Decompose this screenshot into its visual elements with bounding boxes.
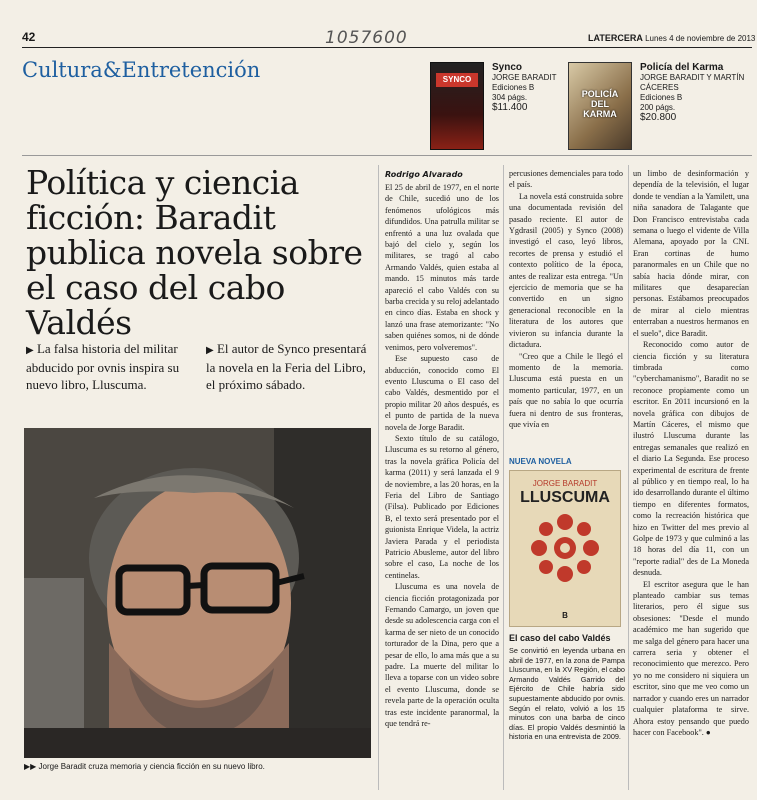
- paragraph: El 25 de abril de 1977, en el norte de Chile, sucedió uno de los fenómenos ufológicos más difundidos. Una patrulla militar se enfrentó a una luz ovalada que bajó del cielo y, según los militares, se tragó al cabo Armando Valdés, quien estaba al mando. 15 minutos más tarde apareció el cabo Valdés con su barba crecida y su reloj adelantado en cinco días. Estaba en shock y lanzó una frase atemorizante: "No saben quiénes somos, ni de dónde venimos, pero volveremos".: [385, 183, 499, 352]
- sidebar-label: NUEVA NOVELA: [509, 457, 572, 466]
- section-rule: [22, 155, 752, 156]
- book-price: $11.400: [492, 102, 528, 113]
- synco-book-info: [492, 63, 562, 113]
- section-title: Cultura&Entretención: [22, 58, 261, 82]
- book-pages: 200 págs.: [640, 103, 676, 112]
- paragraph: La novela está construida sobre una documentada revisión del pasado reciente. El autor de Ygdrasil (2005) y Synco (2008) investigó el caso, leyó libros, recortes de prensa y estudió el contexto político de la época, antes de realizar esta entrega. "Un ejercicio de memoria que se ha convertido en un signo generacional reconocible en la literatura de los autores que vivieron su infancia durante la dictadura.: [509, 191, 623, 350]
- column-3: [633, 168, 749, 738]
- policia-book-info: [640, 63, 748, 123]
- byline: Rodrigo Alvarado: [385, 170, 463, 179]
- book-price: $20.800: [640, 112, 677, 123]
- caption-arrow-icon: ▶▶: [24, 762, 37, 771]
- paragraph: percusiones demenciales para todo el país.: [509, 169, 623, 190]
- red-emblem-icon: [530, 513, 600, 583]
- column-1: [385, 182, 499, 730]
- author-photo: [24, 428, 371, 758]
- cover-publisher-logo: B: [562, 611, 568, 620]
- page-number: 42: [22, 30, 36, 44]
- photo-caption: [24, 762, 371, 771]
- paragraph: El escritor asegura que le han planteado cambiar sus temas literarios, pero él sigue sus obsesiones: "Desde el mundo académico me han sugerido que me salga del género para hacer una carrera seria y obtener el reconocimiento que merezco. Pero yo no me considero ni siquiera un escritor, sino que me veo como un narrador y cuando eres un narrador cualquier plataforma te sirve. Ahora estoy pensando que puedo hacer con Facebook". ●: [633, 579, 749, 737]
- triangle-bullet-icon: ▶: [26, 345, 34, 356]
- book-publisher: Ediciones B: [492, 83, 535, 92]
- column-divider: [503, 165, 504, 790]
- top-rule: [22, 47, 752, 48]
- book-pages: 304 págs.: [492, 93, 528, 102]
- policia-cover-title: POLICÍA DEL KARMA: [581, 89, 619, 119]
- paragraph: un limbo de desinformación y dependía de la televisión, el lugar donde te vendían a la Yamilett, una niña sanadora de Talagante que Don Francisco entrevistaba cada semana o luego el vidente de Villa Alemana, apoyado por la CNI. Eran cortinas de humo paranormales en un Chile que no sabía hacia dónde mirar, con militares que desaparecían personas. Estábamos preocupados de mirar al cielo mientras enterraban a nuestros hermanos en el suelo", dice Baradit.: [633, 169, 749, 338]
- paragraph: Ese supuesto caso de abducción, conocido como El evento Lluscuma o El caso del cabo Valdés, desmentido por el propio militar 20 años después, es el punto de partida de la nueva novela de Jorge Baradit.: [385, 354, 499, 432]
- paragraph: Reconocido como autor de ciencia ficción y su literatura timbrada como "cyberchamanismo", Baradit no se reconoce propiamente como un escritor. En 2011 incursionó en la novela gráfica con dibujos de Martín Cáceres, el mismo que ilustró Lluscuma durante las entregas semanales que realizó en el diario La Segunda. Ese proceso experimental de escritura de frente al público y en tiempo real, lo ha ido desarrollando durante el último tiempo en diferentes formatos, como la recreación histórica que hizo en Twitter del mes previo al Golpe de 1973 y que culminó a las 18 horas del día 11, con un "reporte radial" des de La Moneda desnuda.: [633, 340, 749, 578]
- cover-title: LLUSCUMA: [520, 489, 610, 506]
- paragraph: "Creo que a Chile le llegó el momento de la memoria. Lluscuma está puesta en un momento particular, 1977, en un país que no sabía lo que ocurría fuera ni dentro de sus fronteras, que vivía en: [509, 351, 623, 429]
- synco-book-cover: [430, 62, 484, 150]
- book-author: JORGE BARADIT: [492, 73, 557, 82]
- policia-book-cover: [568, 62, 632, 150]
- book-title: Policía del Karma: [640, 62, 724, 73]
- synco-cover-title: SYNCO: [436, 73, 478, 87]
- publication-name: LATERCERA: [588, 33, 643, 43]
- book-publisher: Ediciones B: [640, 93, 683, 102]
- dek-text: El autor de Synco presentará la novela en la Feria del Libro, el próximo sábado.: [206, 341, 367, 392]
- dateline: [588, 33, 755, 43]
- portrait-illustration: [24, 428, 371, 758]
- triangle-bullet-icon: ▶: [206, 345, 214, 356]
- paragraph: Lluscuma es una novela de ciencia ficción protagonizada por Fernando Camargo, un joven que desde su adolescencia carga con el karma de ser nieto de un conocido torturador de la Dina, pero que a pesar de ello, lo ama más que a su padre. La muerte del militar lo lleva a toparse con un video sobre el evento Lluscuma, donde se revela parte de la operación oculta tras este incidente paranormal, la que tendrá re-: [385, 582, 499, 729]
- cover-author: JORGE BARADIT: [532, 479, 598, 488]
- column-divider: [628, 165, 629, 790]
- caption-text: Jorge Baradit cruza memoria y ciencia ficción en su nuevo libro.: [38, 762, 265, 771]
- clipping-code: 1057600: [325, 28, 408, 48]
- sidebar-heading: El caso del cabo Valdés: [509, 633, 611, 643]
- book-title: Synco: [492, 62, 523, 73]
- sidebar-text: Se convirtió en leyenda urbana en abril de 1977, en la zona de Pampa Lluscuma, en la XV Región, el cabo Armando Valdés Garrido del Ejército de Chile habría sido supuestamente abducido por ovnis. Según el relato, volvió a los 15 minutos con una barba de cinco días. El propio Valdés desmintió la historia en una entrevista de 2009.: [509, 646, 625, 742]
- book-author: JORGE BARADIT Y MARTÍN CÁCERES: [640, 73, 745, 92]
- lluscuma-book-cover: [509, 470, 621, 627]
- issue-date: Lunes 4 de noviembre de 2013: [645, 34, 756, 43]
- paragraph: Sexto título de su catálogo, Lluscuma es su retorno al género, tras la novela gráfica Policía del karma (2011) y será lanzada el 9 de noviembre, a las 20 horas, en la Feria del Libro de Santiago (Filsa). Publicado por Ediciones B, el texto será presentado por el guionista Enrique Videla, la actriz Javiera Parada y el periodista Patricio Abusleme, autor del libro sobre el caso, La noche de los centinelas.: [385, 433, 499, 580]
- column-2: [509, 168, 623, 430]
- column-divider: [378, 165, 379, 790]
- dek-text: La falsa historia del militar abducido por ovnis inspira su nuevo libro, Lluscuma.: [26, 341, 180, 392]
- headline: Política y ciencia ficción: Baradit publica novela sobre el caso del cabo Valdés: [26, 163, 363, 342]
- dek-2: [206, 340, 376, 393]
- dek-1: [26, 340, 194, 393]
